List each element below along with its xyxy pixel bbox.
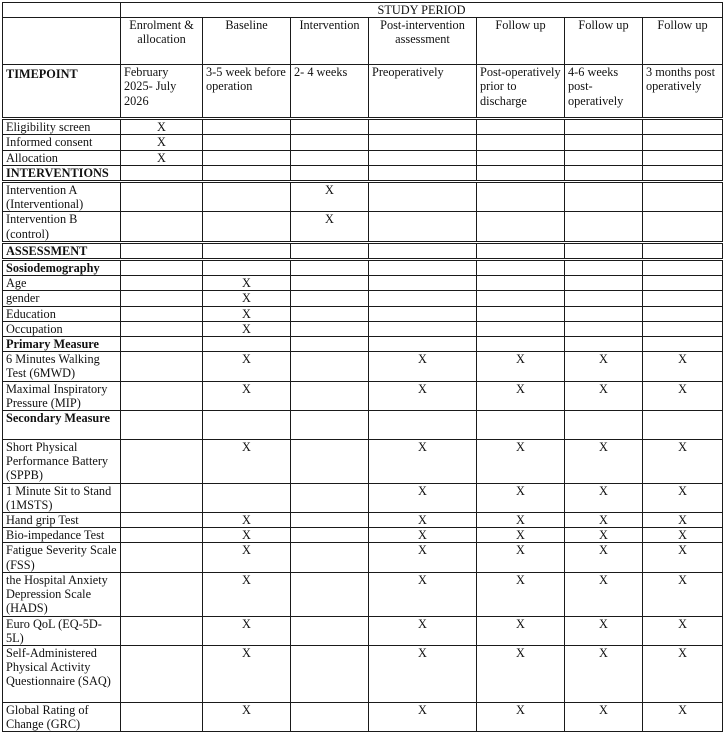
schedule-cell: X	[477, 645, 565, 702]
schedule-cell	[369, 150, 477, 165]
schedule-cell	[121, 543, 203, 572]
schedule-cell: X	[643, 440, 723, 484]
schedule-cell	[369, 165, 477, 181]
schedule-cell: X	[203, 440, 291, 484]
schedule-cell	[369, 306, 477, 321]
schedule-cell	[121, 337, 203, 352]
schedule-cell	[203, 260, 291, 276]
schedule-cell	[477, 212, 565, 242]
schedule-cell	[203, 337, 291, 352]
schedule-cell	[291, 276, 369, 291]
column-header: Intervention	[291, 18, 369, 65]
schedule-cell	[477, 306, 565, 321]
row-label: Global Rating of Change (GRC)	[3, 702, 121, 731]
schedule-cell	[203, 182, 291, 212]
schedule-cell	[643, 306, 723, 321]
schedule-row	[3, 381, 723, 410]
schedule-cell	[369, 182, 477, 212]
schedule-cell	[121, 528, 203, 543]
schedule-cell	[565, 276, 643, 291]
schedule-cell: X	[203, 645, 291, 702]
corner-cell	[3, 3, 121, 18]
schedule-cell	[291, 645, 369, 702]
schedule-cell: X	[565, 616, 643, 645]
row-label: Hand grip Test	[3, 513, 121, 528]
schedule-cell	[291, 291, 369, 306]
study-period-row	[3, 3, 723, 18]
schedule-row	[3, 528, 723, 543]
schedule-cell	[565, 337, 643, 352]
row-label: Informed consent	[3, 135, 121, 150]
section-heading: Sosiodemography	[3, 260, 121, 276]
schedule-cell: X	[643, 616, 723, 645]
schedule-cell: X	[565, 528, 643, 543]
schedule-cell	[477, 119, 565, 135]
schedule-row	[3, 572, 723, 616]
schedule-cell	[203, 483, 291, 512]
schedule-cell	[477, 165, 565, 181]
schedule-row	[3, 513, 723, 528]
schedule-cell	[291, 702, 369, 731]
schedule-cell	[291, 260, 369, 276]
row-label: Short Physical Performance Battery (SPPB)	[3, 440, 121, 484]
schedule-row	[3, 150, 723, 165]
row-label: Age	[3, 276, 121, 291]
schedule-row	[3, 321, 723, 336]
schedule-row	[3, 135, 723, 150]
schedule-cell	[291, 483, 369, 512]
schedule-cell	[477, 411, 565, 440]
schedule-cell	[291, 135, 369, 150]
section-heading: INTERVENTIONS	[3, 165, 121, 181]
schedule-cell: X	[369, 513, 477, 528]
schedule-cell: X	[565, 483, 643, 512]
schedule-cell: X	[369, 381, 477, 410]
schedule-cell	[369, 260, 477, 276]
schedule-cell	[291, 306, 369, 321]
schedule-cell: X	[369, 440, 477, 484]
study-schedule-table	[2, 2, 723, 732]
schedule-cell	[565, 306, 643, 321]
schedule-cell	[203, 242, 291, 259]
schedule-cell	[369, 135, 477, 150]
schedule-cell: X	[643, 483, 723, 512]
corner-cell-2	[3, 18, 121, 65]
schedule-cell: X	[203, 513, 291, 528]
schedule-cell: X	[203, 543, 291, 572]
timepoint-cell: 2- 4 weeks	[291, 65, 369, 119]
schedule-cell	[121, 306, 203, 321]
schedule-cell: X	[291, 182, 369, 212]
schedule-cell	[565, 150, 643, 165]
schedule-cell	[291, 337, 369, 352]
schedule-cell	[565, 411, 643, 440]
schedule-cell	[643, 321, 723, 336]
schedule-cell	[121, 352, 203, 381]
schedule-cell	[643, 165, 723, 181]
schedule-row	[3, 182, 723, 212]
row-label: Euro QoL (EQ-5D-5L)	[3, 616, 121, 645]
schedule-cell	[121, 182, 203, 212]
schedule-cell: X	[565, 702, 643, 731]
schedule-cell: X	[369, 528, 477, 543]
schedule-cell	[121, 411, 203, 440]
schedule-row	[3, 352, 723, 381]
schedule-cell: X	[203, 528, 291, 543]
schedule-cell	[643, 150, 723, 165]
schedule-cell: X	[369, 645, 477, 702]
schedule-cell: X	[203, 276, 291, 291]
schedule-cell: X	[565, 381, 643, 410]
schedule-cell	[565, 119, 643, 135]
schedule-row	[3, 543, 723, 572]
timepoint-cell: 4-6 weeks post-operatively	[565, 65, 643, 119]
schedule-cell: X	[369, 352, 477, 381]
schedule-cell	[291, 119, 369, 135]
schedule-row	[3, 212, 723, 242]
timepoint-cell: Preoperatively	[369, 65, 477, 119]
schedule-cell: X	[203, 572, 291, 616]
schedule-cell	[291, 352, 369, 381]
schedule-cell: X	[203, 321, 291, 336]
schedule-cell	[121, 212, 203, 242]
schedule-cell: X	[291, 212, 369, 242]
schedule-row	[3, 276, 723, 291]
column-header: Enrolment & allocation	[121, 18, 203, 65]
schedule-cell	[291, 242, 369, 259]
schedule-cell: X	[121, 150, 203, 165]
schedule-cell	[121, 440, 203, 484]
schedule-cell: X	[203, 352, 291, 381]
schedule-cell	[369, 337, 477, 352]
schedule-cell	[291, 528, 369, 543]
schedule-cell	[291, 165, 369, 181]
row-label: Eligibility screen	[3, 119, 121, 135]
row-label: Fatigue Severity Scale (FSS)	[3, 543, 121, 572]
schedule-cell	[291, 543, 369, 572]
schedule-cell	[565, 165, 643, 181]
schedule-cell	[643, 276, 723, 291]
schedule-cell	[369, 411, 477, 440]
schedule-row	[3, 165, 723, 181]
schedule-cell: X	[565, 543, 643, 572]
schedule-cell: X	[121, 119, 203, 135]
schedule-cell: X	[565, 645, 643, 702]
schedule-cell: X	[369, 616, 477, 645]
row-label: Intervention B (control)	[3, 212, 121, 242]
schedule-cell: X	[477, 572, 565, 616]
schedule-row	[3, 260, 723, 276]
schedule-cell	[477, 135, 565, 150]
schedule-cell: X	[203, 291, 291, 306]
schedule-cell: X	[643, 543, 723, 572]
schedule-cell	[369, 119, 477, 135]
schedule-cell: X	[477, 543, 565, 572]
timepoint-cell: 3 months post operatively	[643, 65, 723, 119]
row-label: 1 Minute Sit to Stand (1MSTS)	[3, 483, 121, 512]
schedule-cell: X	[565, 440, 643, 484]
column-header: Baseline	[203, 18, 291, 65]
schedule-cell	[643, 119, 723, 135]
schedule-cell: X	[643, 528, 723, 543]
timepoint-cell: Post-operatively prior to discharge	[477, 65, 565, 119]
schedule-cell: X	[369, 483, 477, 512]
schedule-cell	[565, 321, 643, 336]
schedule-cell	[291, 440, 369, 484]
schedule-cell	[291, 411, 369, 440]
section-heading: Secondary Measure	[3, 411, 121, 440]
schedule-row	[3, 242, 723, 259]
schedule-cell	[203, 411, 291, 440]
schedule-cell	[291, 321, 369, 336]
schedule-cell	[477, 242, 565, 259]
row-label: Education	[3, 306, 121, 321]
row-label: gender	[3, 291, 121, 306]
timepoint-cell: February 2025- July 2026	[121, 65, 203, 119]
schedule-cell: X	[121, 135, 203, 150]
schedule-cell	[565, 212, 643, 242]
schedule-cell	[121, 513, 203, 528]
column-header: Follow up	[477, 18, 565, 65]
schedule-cell: X	[369, 572, 477, 616]
column-header: Follow up	[565, 18, 643, 65]
schedule-row	[3, 702, 723, 731]
schedule-cell: X	[477, 440, 565, 484]
study-period-header: STUDY PERIOD	[121, 3, 723, 18]
schedule-cell	[203, 119, 291, 135]
schedule-cell: X	[477, 483, 565, 512]
schedule-row	[3, 645, 723, 702]
schedule-cell	[565, 260, 643, 276]
schedule-row	[3, 119, 723, 135]
column-header: Post-intervention assessment	[369, 18, 477, 65]
schedule-cell: X	[477, 616, 565, 645]
schedule-cell	[121, 321, 203, 336]
schedule-cell	[121, 572, 203, 616]
timepoint-cell: 3-5 week before operation	[203, 65, 291, 119]
row-label: Intervention A (Interventional)	[3, 182, 121, 212]
row-label: 6 Minutes Walking Test (6MWD)	[3, 352, 121, 381]
schedule-cell: X	[369, 702, 477, 731]
schedule-cell	[477, 337, 565, 352]
schedule-cell: X	[203, 381, 291, 410]
schedule-cell: X	[203, 616, 291, 645]
schedule-cell	[565, 182, 643, 212]
schedule-row	[3, 291, 723, 306]
schedule-cell: X	[477, 528, 565, 543]
schedule-row	[3, 306, 723, 321]
schedule-cell: X	[477, 352, 565, 381]
schedule-cell: X	[643, 645, 723, 702]
schedule-cell	[121, 242, 203, 259]
timepoint-label: TIMEPOINT	[3, 65, 121, 119]
schedule-row	[3, 616, 723, 645]
row-label: Self-Administered Physical Activity Questionnaire (SAQ)	[3, 645, 121, 702]
schedule-cell: X	[565, 352, 643, 381]
schedule-cell: X	[203, 702, 291, 731]
schedule-cell: X	[643, 513, 723, 528]
schedule-cell	[643, 337, 723, 352]
schedule-cell	[477, 276, 565, 291]
schedule-cell	[643, 411, 723, 440]
schedule-cell	[121, 702, 203, 731]
schedule-cell: X	[643, 702, 723, 731]
section-heading: ASSESSMENT	[3, 242, 121, 259]
row-label: the Hospital Anxiety Depression Scale (HADS)	[3, 572, 121, 616]
schedule-cell	[565, 135, 643, 150]
schedule-row	[3, 411, 723, 440]
schedule-cell	[565, 291, 643, 306]
schedule-cell	[121, 616, 203, 645]
schedule-cell	[477, 150, 565, 165]
schedule-cell	[369, 242, 477, 259]
timepoint-row	[3, 65, 723, 119]
schedule-cell	[643, 182, 723, 212]
row-label: Occupation	[3, 321, 121, 336]
schedule-cell	[477, 321, 565, 336]
schedule-cell	[203, 165, 291, 181]
schedule-cell: X	[643, 381, 723, 410]
schedule-cell	[369, 276, 477, 291]
schedule-cell: X	[477, 513, 565, 528]
schedule-cell	[291, 616, 369, 645]
row-label: Maximal Inspiratory Pressure (MIP)	[3, 381, 121, 410]
schedule-cell	[291, 150, 369, 165]
schedule-cell	[203, 212, 291, 242]
schedule-cell	[643, 291, 723, 306]
schedule-cell: X	[369, 543, 477, 572]
column-header: Follow up	[643, 18, 723, 65]
schedule-cell	[643, 242, 723, 259]
schedule-cell	[369, 291, 477, 306]
schedule-cell: X	[565, 572, 643, 616]
row-label: Bio-impedance Test	[3, 528, 121, 543]
schedule-row	[3, 440, 723, 484]
schedule-cell	[203, 150, 291, 165]
schedule-cell: X	[643, 352, 723, 381]
schedule-cell: X	[477, 381, 565, 410]
schedule-cell: X	[203, 306, 291, 321]
schedule-cell	[565, 242, 643, 259]
schedule-cell: X	[565, 513, 643, 528]
schedule-cell	[291, 513, 369, 528]
schedule-cell	[121, 276, 203, 291]
schedule-cell	[643, 135, 723, 150]
schedule-cell	[477, 291, 565, 306]
schedule-cell: X	[643, 572, 723, 616]
schedule-row	[3, 337, 723, 352]
schedule-cell	[369, 212, 477, 242]
section-heading: Primary Measure	[3, 337, 121, 352]
schedule-cell	[203, 135, 291, 150]
schedule-cell	[477, 182, 565, 212]
row-label: Allocation	[3, 150, 121, 165]
schedule-cell	[121, 165, 203, 181]
schedule-cell: X	[477, 702, 565, 731]
schedule-cell	[643, 212, 723, 242]
schedule-cell	[477, 260, 565, 276]
schedule-cell	[291, 572, 369, 616]
schedule-cell	[121, 260, 203, 276]
schedule-cell	[121, 645, 203, 702]
column-header-row	[3, 18, 723, 65]
schedule-row	[3, 483, 723, 512]
schedule-cell	[369, 321, 477, 336]
schedule-cell	[291, 381, 369, 410]
schedule-cell	[121, 291, 203, 306]
schedule-cell	[121, 381, 203, 410]
schedule-cell	[121, 483, 203, 512]
schedule-cell	[643, 260, 723, 276]
